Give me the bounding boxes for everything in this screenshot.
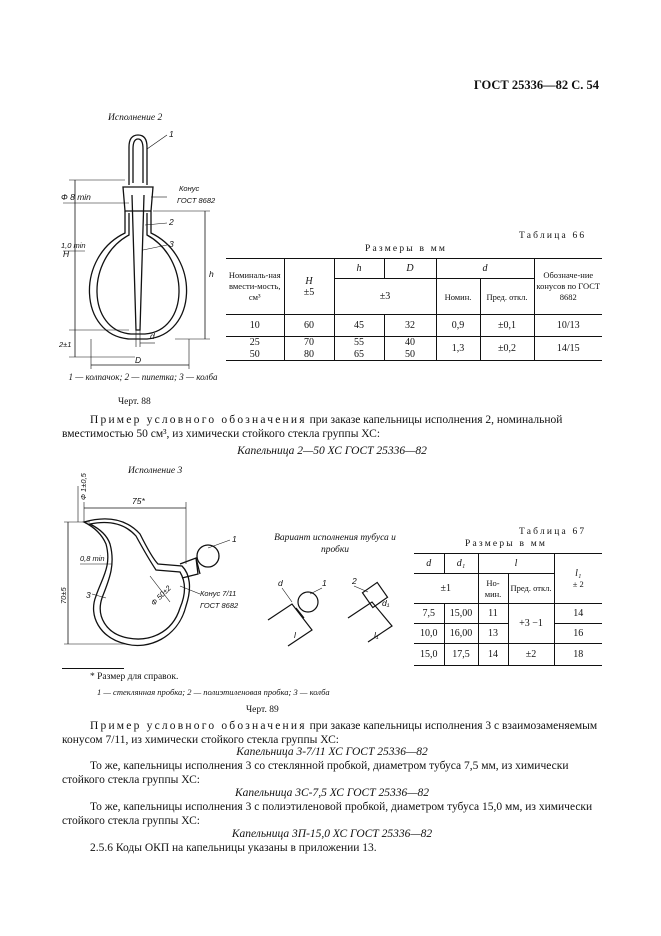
- fig89-label-cone-std: ГОСТ 8682: [200, 601, 239, 610]
- table66-cell: 32: [384, 315, 436, 337]
- table66-cell: ±0,2: [480, 337, 534, 361]
- fig88-cap: [129, 135, 147, 185]
- table66-cell: 1,3: [436, 337, 480, 361]
- table66-col-d-nom: Номин.: [436, 279, 480, 315]
- fig89-label-3: 3: [86, 590, 91, 600]
- example1-paragraph: [62, 413, 602, 441]
- fig88-flask: [89, 211, 186, 339]
- example2-formula: Капельница 3-7/11 ХС ГОСТ 25336—82: [236, 746, 428, 758]
- fig89-label-sphere: Ф 50±2: [149, 583, 173, 608]
- fig88-label-cone-std: ГОСТ 8682: [177, 196, 216, 205]
- table67-col-l-nom: Но-мин.: [478, 574, 508, 604]
- fig88-label-2: 2: [169, 217, 174, 227]
- fig88-label-3: 3: [169, 239, 174, 249]
- table67-col-l: l: [478, 554, 554, 574]
- example1-formula: Капельница 2—50 ХС ГОСТ 25336—82: [237, 445, 427, 457]
- example1-rest: при заказе капельницы исполнения 2, номинальной вместимостью 50 см³, из химически стойкого стекла группы ХС:: [62, 414, 563, 440]
- fig89-label-height: 70±5: [59, 587, 68, 604]
- table66-col-nom: Номиналь-ная вмести-мость, см³: [226, 259, 284, 315]
- fig88-caption: Черт. 88: [118, 397, 151, 407]
- table67-cell: 7,5: [414, 604, 444, 624]
- table67-cell: 10,0: [414, 624, 444, 644]
- table66-cell: 55: [334, 337, 384, 349]
- table67-cell: ±2: [508, 644, 554, 666]
- table66-cell: 10: [226, 315, 284, 337]
- fig88-label-cone: Конус: [179, 184, 200, 193]
- table66: [226, 258, 602, 361]
- table67-title: Таблица 67: [519, 527, 587, 537]
- table67-col-d: d: [414, 554, 444, 574]
- example2-p4: 2.5.6 Коды ОКП на капельницы указаны в приложении 13.: [90, 842, 377, 854]
- table67-col-l-dev: Пред. откл.: [508, 574, 554, 604]
- table66-tol-hD: ±3: [334, 279, 436, 315]
- fig88-label-D: D: [135, 355, 142, 365]
- fig89-label-top-d: Ф 1±0,5: [79, 473, 88, 500]
- table66-cell: 70: [284, 337, 334, 349]
- example2-formula3: Капельница 3П-15,0 ХС ГОСТ 25336—82: [231, 828, 433, 840]
- fig89-variant-label-l: l: [294, 630, 296, 640]
- table67-cell: 17,5: [444, 644, 478, 666]
- table67-col-l1: l₁: [575, 567, 582, 579]
- fig88-title: Исполнение 2: [108, 113, 163, 123]
- table66-cell: 0,9: [436, 315, 480, 337]
- table-row: [414, 604, 602, 624]
- fig88-cone: [123, 187, 153, 211]
- example1-lead: Пример условного обозначения: [90, 414, 307, 426]
- example2-paragraph: [62, 719, 602, 747]
- table67-subtitle: Размеры в мм: [465, 539, 548, 549]
- table66-cell: 50: [384, 349, 436, 361]
- table67-col-d1: d₁: [444, 554, 478, 574]
- table67-cell: 16: [573, 628, 584, 639]
- table67-cell: 14: [478, 644, 508, 666]
- fig89-variant-tube-2: [348, 602, 392, 642]
- table66-subtitle: Размеры в мм: [365, 244, 448, 254]
- fig89-label-1: 1: [232, 534, 237, 544]
- example2-p3: То же, капельницы исполнения 3 с полиэтиленовой пробкой, диаметром тубуса 15,0 мм, из химически стойкого стекла группы ХС:: [62, 801, 593, 827]
- table67-cell: 15,0: [414, 644, 444, 666]
- fig89-caption: Черт. 89: [246, 705, 279, 715]
- page-header: ГОСТ 25336—82 С. 54: [473, 78, 599, 92]
- table66-cell: 45: [334, 315, 384, 337]
- example2-lead: Пример условного обозначения: [90, 720, 307, 732]
- fig88-label-1: 1: [169, 129, 174, 139]
- fig89-footnote: * Размер для справок.: [90, 672, 179, 682]
- fig89-variant-label-d1: d₁: [382, 598, 390, 608]
- table67-cell: 13: [478, 624, 508, 644]
- fig88-legend: 1 — колпачок; 2 — пипетка; 3 — колба: [68, 372, 218, 382]
- footnote-rule: [62, 668, 124, 669]
- table66-cell: 25: [226, 337, 284, 349]
- table66-col-H-tol: ±5: [303, 286, 315, 298]
- table66-col-d-dev: Пред. откл.: [480, 279, 534, 315]
- fig88-label-phi: Ф 8 min: [61, 192, 91, 202]
- table67: [414, 553, 602, 666]
- fig89-variant-label-d: d: [278, 578, 283, 588]
- table66-col-h: h: [334, 259, 384, 279]
- fig88-label-wall: 1,0 min: [61, 241, 86, 250]
- table67-cell: 16,00: [444, 624, 478, 644]
- table66-cell: 65: [334, 349, 384, 361]
- example2-formula2: Капельница 3С-7,5 ХС ГОСТ 25336—82: [235, 787, 429, 799]
- fig89-legend: 1 — стеклянная пробка; 2 — полиэтиленовая пробка; 3 — колба: [97, 687, 330, 697]
- table67-cell: +3 −1: [508, 604, 554, 644]
- table67-tol-dd1: ±1: [414, 574, 478, 604]
- fig89-variant-tube-1: [268, 604, 312, 646]
- table66-cell: 80: [284, 349, 334, 361]
- fig89-drawing: [59, 473, 260, 668]
- table66-cell: 50: [226, 349, 284, 361]
- table-row: [414, 644, 602, 666]
- fig89-variant-label-1: 1: [322, 578, 327, 588]
- table66-cell: 10/13: [556, 320, 580, 331]
- example2-rest: при заказе капельницы исполнения 3 с взаимозаменяемым конусом 7/11, из химически стойкого стекла группы ХС:: [62, 720, 598, 746]
- table67-col-l1-tol: ± 2: [572, 578, 584, 589]
- fig89-label-wall: 0,8 min: [80, 554, 105, 563]
- fig88-label-H: H: [63, 249, 70, 259]
- fig89-stopper: [197, 545, 219, 567]
- table67-cell: 11: [478, 604, 508, 624]
- table66-cell: 40: [384, 337, 436, 349]
- table-row: [226, 315, 602, 337]
- table-row: [226, 337, 602, 349]
- table67-cell: 18: [573, 649, 584, 660]
- table66-cell: ±0,1: [480, 315, 534, 337]
- fig88-label-d: d: [150, 331, 155, 341]
- fig88-label-h: h: [209, 269, 214, 279]
- fig89-variant-label-l1: l₁: [374, 630, 379, 640]
- fig89-variant-label-2: 2: [352, 576, 357, 586]
- table67-cell: 15,00: [444, 604, 478, 624]
- fig88-pipette: [132, 195, 144, 330]
- table66-cell: 60: [284, 315, 334, 337]
- table66-col-d: d: [436, 259, 534, 279]
- fig89-label-width: 75*: [132, 496, 145, 506]
- fig89-variant-title: Вариант исполнения тубуса и пробки: [274, 533, 396, 555]
- fig89-title: Исполнение 3: [128, 466, 183, 476]
- fig89-tubulus: [180, 558, 198, 578]
- fig88-label-tol: 2±1: [59, 340, 72, 349]
- fig88-drawing: [55, 125, 235, 375]
- example2-p2: То же, капельницы исполнения 3 со стеклянной пробкой, диаметром тубуса 7,5 мм, из химически стойкого стекла группы ХС:: [62, 760, 569, 786]
- table66-cell: 14/15: [556, 343, 580, 354]
- table66-title: Таблица 66: [519, 231, 587, 241]
- fig89-variant-drawing: [262, 568, 412, 650]
- table66-col-cone: Обозначе-ние конусов по ГОСТ 8682: [536, 270, 601, 302]
- table66-col-H: H: [305, 275, 313, 287]
- fig89-label-cone: Конус 7/11: [200, 589, 237, 598]
- table66-col-D: D: [384, 259, 436, 279]
- table67-cell: 14: [573, 608, 584, 619]
